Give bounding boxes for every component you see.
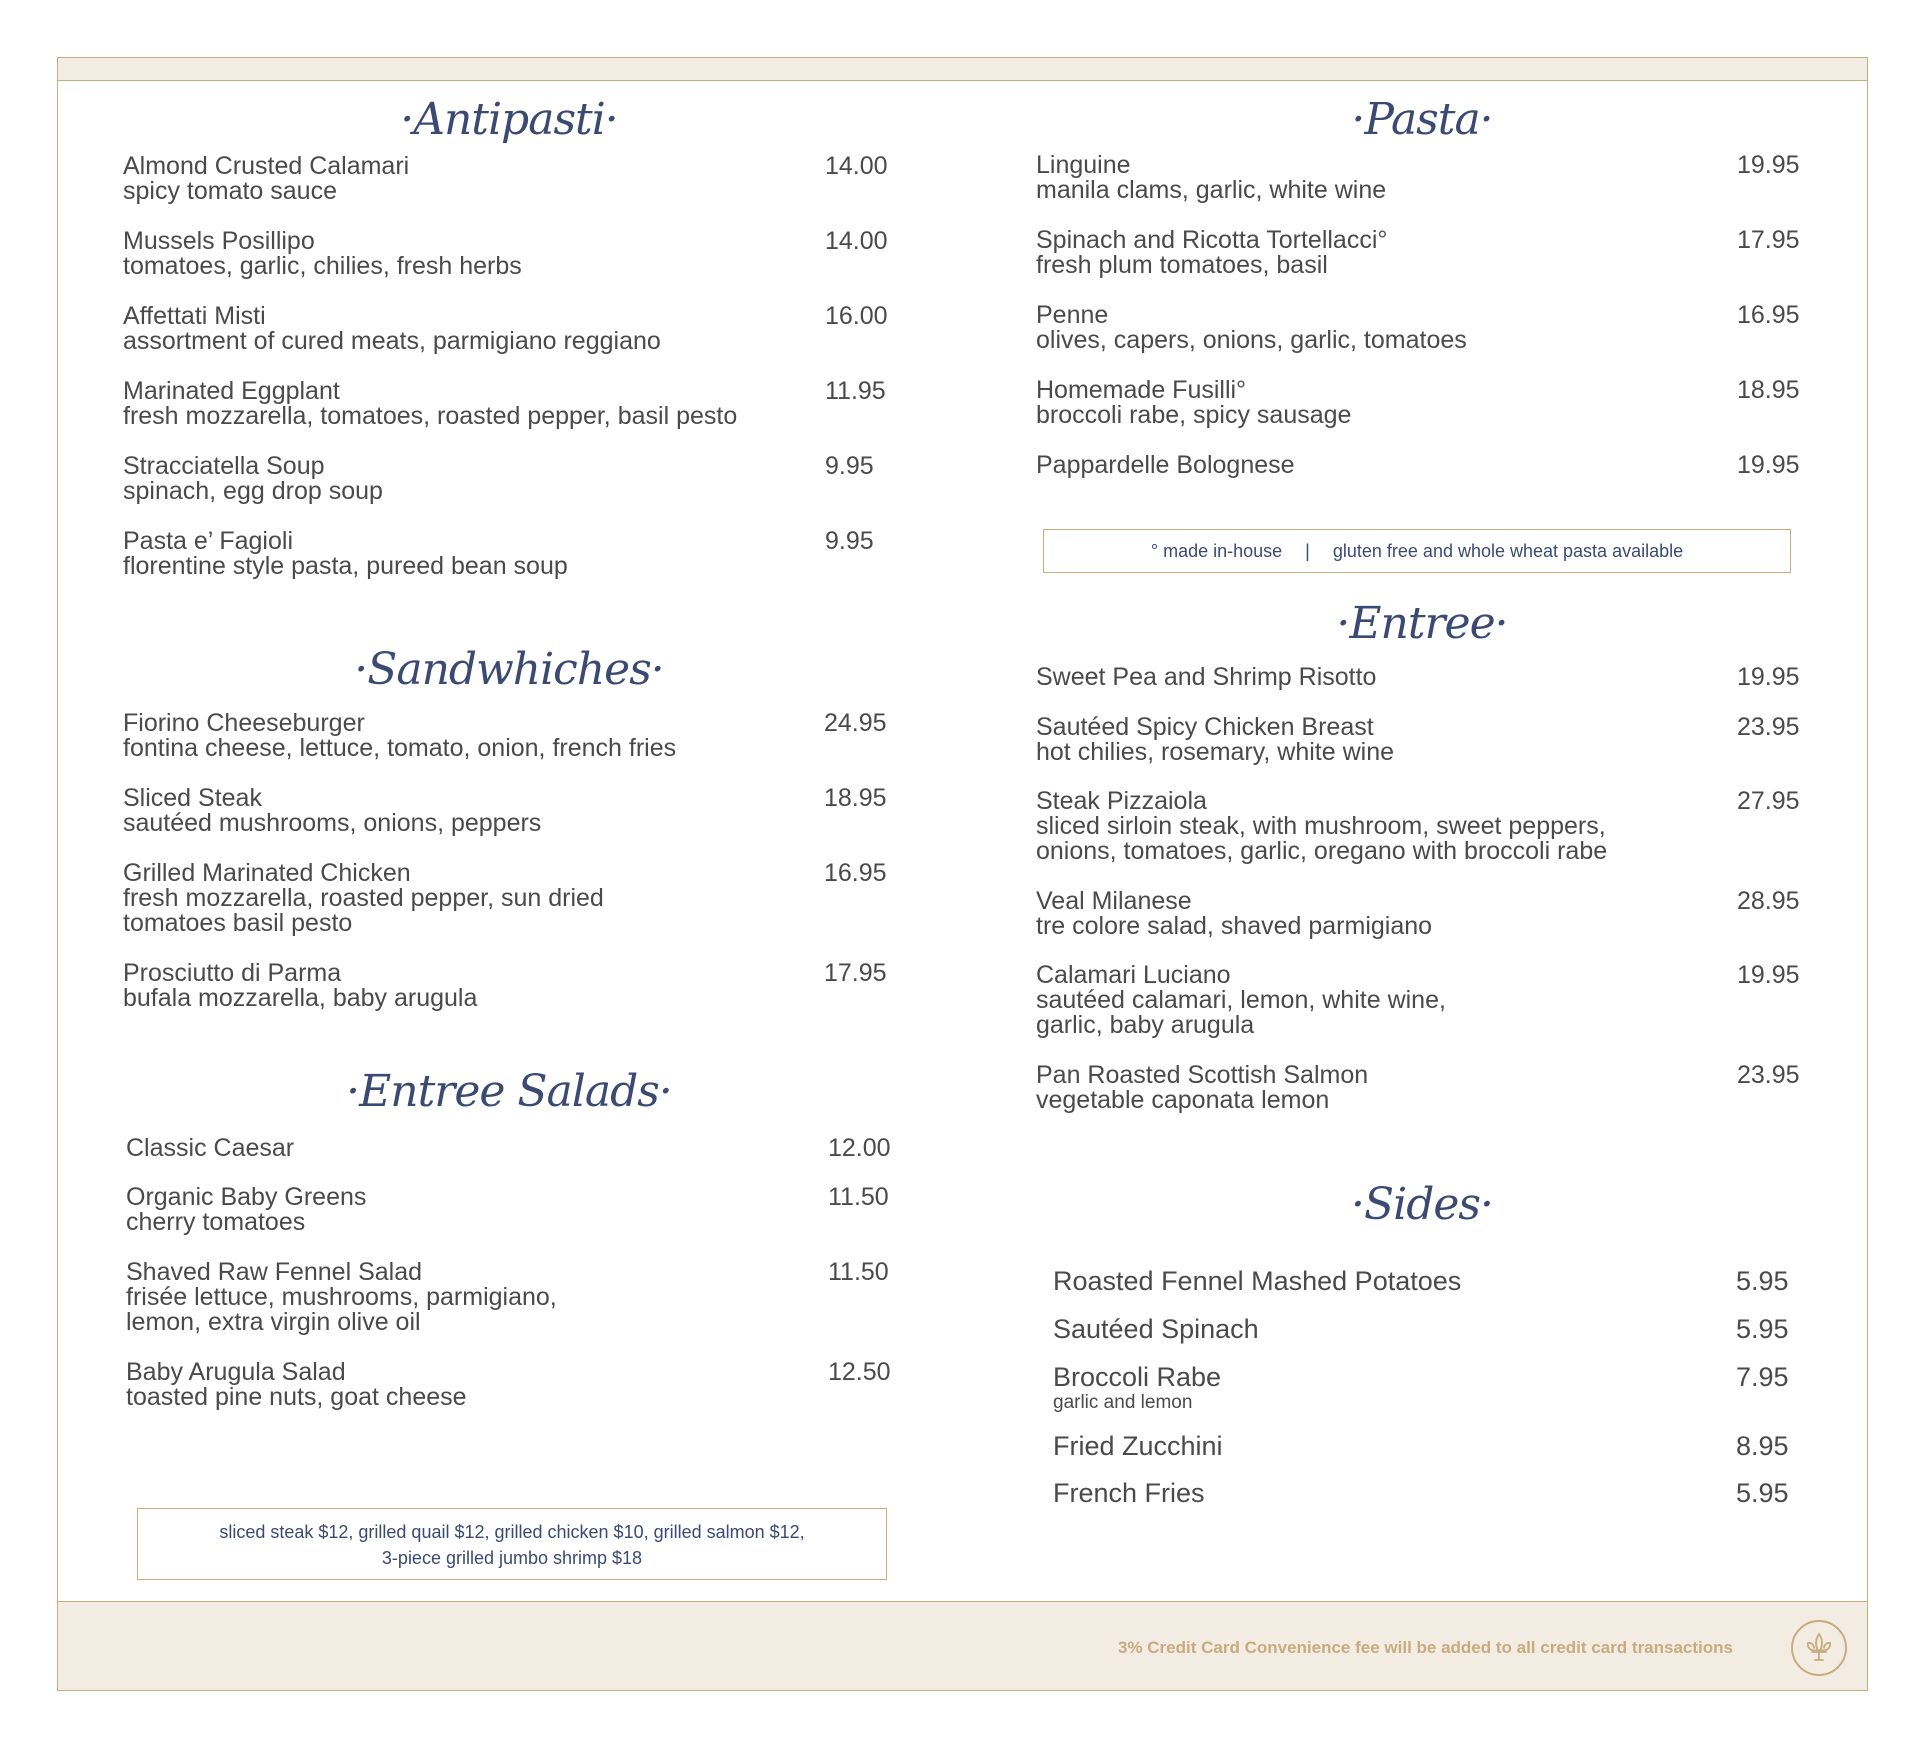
menu-item: [1053, 1268, 1461, 1295]
menu-item: [1036, 303, 1467, 353]
item-desc: fresh plum tomatoes, basil: [1036, 251, 1328, 279]
item-price: 19.95: [1737, 451, 1800, 479]
item-name: Organic Baby Greens: [126, 1183, 367, 1211]
top-band: [58, 58, 1867, 81]
item-desc: toasted pine nuts, goat cheese: [126, 1383, 467, 1411]
item-name: Sweet Pea and Shrimp Risotto: [1036, 663, 1377, 691]
section-title-entree: ·Entree·: [1336, 598, 1508, 649]
credit-card-fee-notice: 3% Credit Card Convenience fee will be added to all credit card transactions: [1117, 1638, 1733, 1657]
item-desc: onions, tomatoes, garlic, oregano with broccoli rabe: [1036, 837, 1608, 865]
item-name: Pasta e’ Fagioli: [123, 527, 293, 555]
menu-item: [1036, 1063, 1368, 1113]
item-name: Sautéed Spicy Chicken Breast: [1036, 713, 1374, 741]
item-price: 16.00: [825, 302, 888, 330]
pasta-note-separator: |: [1305, 541, 1310, 561]
menu-item: [123, 229, 522, 279]
item-name: Almond Crusted Calamari: [123, 152, 410, 180]
item-price: 11.50: [828, 1183, 889, 1211]
item-name: French Fries: [1053, 1478, 1205, 1508]
item-name: Calamari Luciano: [1036, 961, 1231, 989]
item-price: 24.95: [824, 709, 887, 737]
section-title-entree-salads: ·Entree Salads·: [346, 1066, 672, 1117]
item-name: Grilled Marinated Chicken: [123, 859, 411, 887]
pasta-note-left: ° made in-house: [1150, 541, 1283, 561]
item-name: Fried Zucchini: [1053, 1431, 1223, 1461]
item-name: Pappardelle Bolognese: [1036, 451, 1295, 479]
menu-item: [123, 961, 477, 1011]
item-price: 12.00: [828, 1134, 891, 1162]
item-desc: fontina cheese, lettuce, tomato, onion, french fries: [123, 734, 677, 762]
item-name: Stracciatella Soup: [123, 452, 325, 480]
item-name: Marinated Eggplant: [123, 377, 340, 405]
item-name: Fiorino Cheeseburger: [123, 709, 365, 737]
item-name: Penne: [1036, 301, 1109, 329]
menu-item: [1036, 889, 1432, 939]
item-price: 9.95: [825, 452, 874, 480]
item-desc: florentine style pasta, pureed bean soup: [123, 552, 568, 580]
menu-item: [1036, 453, 1295, 478]
item-price: 5.95: [1736, 1314, 1789, 1344]
section-title-antipasti: ·Antipasti·: [400, 94, 618, 145]
item-name: Affettati Misti: [123, 302, 266, 330]
fleur-de-lis-icon: [1791, 1620, 1847, 1676]
item-desc: spicy tomato sauce: [123, 177, 337, 205]
item-name: Sliced Steak: [123, 784, 262, 812]
addons-line-1: sliced steak $12, grilled quail $12, grilled chicken $10, grilled salmon $12,: [219, 1522, 805, 1542]
item-desc: garlic and lemon: [1053, 1392, 1193, 1413]
menu-item: [123, 861, 604, 936]
item-price: 16.95: [824, 859, 887, 887]
item-name: Homemade Fusilli°: [1036, 376, 1247, 404]
item-desc: fresh mozzarella, tomatoes, roasted pepper, basil pesto: [123, 402, 738, 430]
item-desc: sautéed mushrooms, onions, peppers: [123, 809, 542, 837]
item-desc: bufala mozzarella, baby arugula: [123, 984, 478, 1012]
section-title-sides: ·Sides·: [1351, 1179, 1493, 1230]
menu-item: [1053, 1364, 1221, 1415]
menu-item: [1053, 1480, 1205, 1507]
section-title-pasta: ·Pasta·: [1351, 94, 1493, 145]
item-name: Linguine: [1036, 151, 1131, 179]
item-desc: sautéed calamari, lemon, white wine,: [1036, 986, 1446, 1014]
item-price: 18.95: [1737, 376, 1800, 404]
menu-item: [1036, 789, 1607, 864]
menu-item: [1053, 1433, 1223, 1460]
item-price: 5.95: [1736, 1266, 1789, 1296]
pasta-note: [1043, 529, 1791, 573]
item-name: Sautéed Spinach: [1053, 1314, 1259, 1344]
item-name: Roasted Fennel Mashed Potatoes: [1053, 1266, 1462, 1296]
item-desc: spinach, egg drop soup: [123, 477, 383, 505]
item-desc: olives, capers, onions, garlic, tomatoes: [1036, 326, 1467, 354]
item-price: 17.95: [824, 959, 887, 987]
item-desc: tomatoes basil pesto: [123, 909, 353, 937]
menu-item: [1053, 1316, 1259, 1343]
item-price: 5.95: [1736, 1478, 1789, 1508]
item-price: 17.95: [1737, 226, 1800, 254]
item-desc: assortment of cured meats, parmigiano reggiano: [123, 327, 661, 355]
item-price: 19.95: [1737, 961, 1800, 989]
footer-band: [58, 1601, 1867, 1690]
menu-item: [126, 1136, 294, 1161]
item-name: Spinach and Ricotta Tortellacci°: [1036, 226, 1388, 254]
item-price: 7.95: [1736, 1362, 1789, 1392]
item-price: 28.95: [1737, 887, 1800, 915]
item-name: Pan Roasted Scottish Salmon: [1036, 1061, 1369, 1089]
item-name: Mussels Posillipo: [123, 227, 315, 255]
item-name: Veal Milanese: [1036, 887, 1192, 915]
item-desc: hot chilies, rosemary, white wine: [1036, 738, 1395, 766]
item-price: 27.95: [1737, 787, 1800, 815]
menu-item: [126, 1185, 366, 1235]
item-price: 23.95: [1737, 1061, 1800, 1089]
item-price: 16.95: [1737, 301, 1800, 329]
item-price: 11.50: [828, 1258, 889, 1286]
section-title-sandwiches: ·Sandwhiches·: [354, 644, 664, 695]
item-name: Steak Pizzaiola: [1036, 787, 1207, 815]
item-price: 19.95: [1737, 151, 1800, 179]
item-desc: manila clams, garlic, white wine: [1036, 176, 1387, 204]
menu-item: [1036, 715, 1394, 765]
menu-item: [123, 454, 383, 504]
item-name: Prosciutto di Parma: [123, 959, 342, 987]
menu-item: [1036, 378, 1351, 428]
item-desc: tomatoes, garlic, chilies, fresh herbs: [123, 252, 522, 280]
item-price: 18.95: [824, 784, 887, 812]
menu-item: [123, 529, 568, 579]
item-desc: vegetable caponata lemon: [1036, 1086, 1330, 1114]
item-price: 11.95: [825, 377, 886, 405]
menu-item: [123, 786, 541, 836]
menu-item: [126, 1260, 557, 1335]
item-desc: garlic, baby arugula: [1036, 1011, 1255, 1039]
menu-item: [123, 304, 661, 354]
addons-note: [137, 1508, 887, 1580]
item-price: 14.00: [825, 227, 888, 255]
item-desc: fresh mozzarella, roasted pepper, sun dried: [123, 884, 604, 912]
menu-item: [123, 711, 676, 761]
item-desc: sliced sirloin steak, with mushroom, sweet peppers,: [1036, 812, 1606, 840]
item-price: 19.95: [1737, 663, 1800, 691]
item-desc: frisée lettuce, mushrooms, parmigiano,: [126, 1283, 557, 1311]
item-price: 8.95: [1736, 1431, 1789, 1461]
menu-item: [126, 1360, 467, 1410]
item-name: Classic Caesar: [126, 1134, 295, 1162]
menu-item: [1036, 963, 1446, 1038]
item-desc: broccoli rabe, spicy sausage: [1036, 401, 1352, 429]
menu-item: [1036, 665, 1376, 690]
item-desc: cherry tomatoes: [126, 1208, 306, 1236]
item-name: Shaved Raw Fennel Salad: [126, 1258, 423, 1286]
item-price: 23.95: [1737, 713, 1800, 741]
item-desc: tre colore salad, shaved parmigiano: [1036, 912, 1433, 940]
menu-item: [123, 154, 409, 204]
addons-line-2: 3-piece grilled jumbo shrimp $18: [381, 1548, 643, 1568]
menu-item: [123, 379, 737, 429]
item-desc: lemon, extra virgin olive oil: [126, 1308, 421, 1336]
item-price: 9.95: [825, 527, 874, 555]
item-name: Baby Arugula Salad: [126, 1358, 346, 1386]
item-price: 12.50: [828, 1358, 891, 1386]
menu-frame: [57, 57, 1868, 1691]
pasta-note-right: gluten free and whole wheat pasta available: [1332, 541, 1684, 561]
menu-item: [1036, 228, 1387, 278]
item-name: Broccoli Rabe: [1053, 1362, 1222, 1392]
menu-item: [1036, 153, 1386, 203]
item-price: 14.00: [825, 152, 888, 180]
